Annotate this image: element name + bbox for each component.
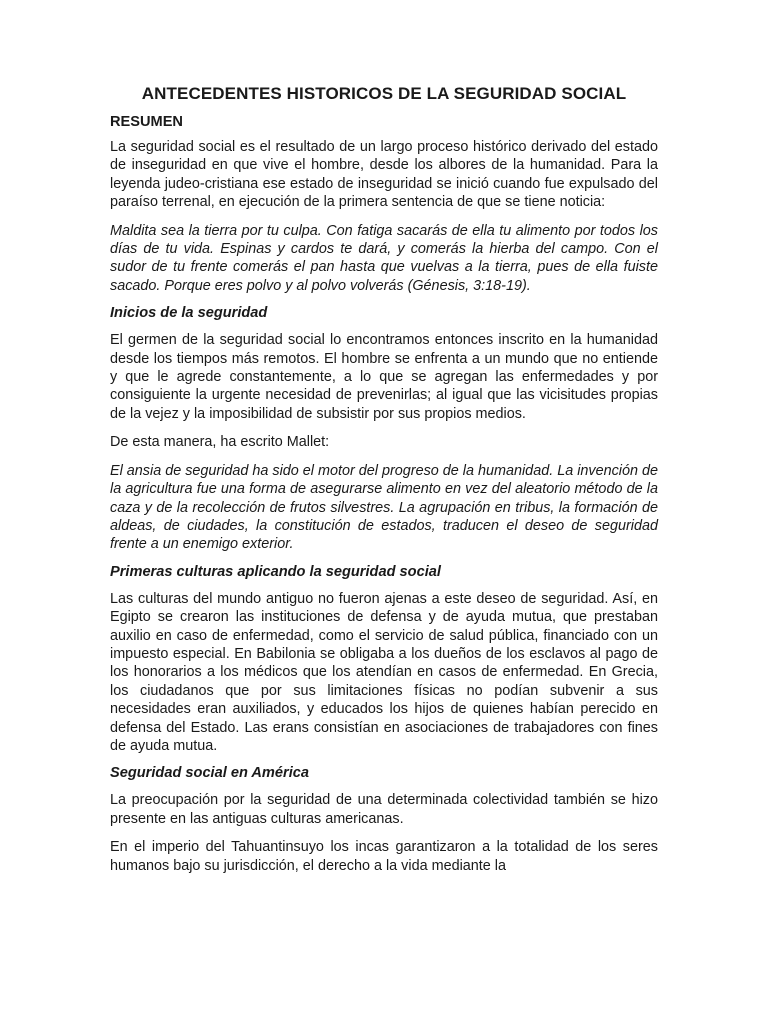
paragraph: En el imperio del Tahuantinsuyo los incas garantizaron a la totalidad de los seres humanos bajo su jurisdicción, el derecho a la vida mediante la: [110, 839, 658, 874]
quote-mallet: El ansia de seguridad ha sido el motor del progreso de la humanidad. La invención de la agricultura fue una forma de asegurarse alimento en vez del aleatorio método de la caza y de la recolección de frutos silvestres. La agrupación en tribus, la formación de aldeas, de ciudades, la constitución de estados, traducen el deseo de seguridad frente a un enemigo exterior.: [110, 462, 659, 553]
paragraph: De esta manera, ha escrito Mallet:: [110, 434, 330, 451]
section-heading-inicios: Inicios de la seguridad: [110, 305, 268, 322]
page-title: ANTECEDENTES HISTORICOS DE LA SEGURIDAD SOCIAL: [141, 84, 627, 103]
paragraph: La seguridad social es el resultado de un largo proceso histórico derivado del estado de inseguridad en que vive el hombre, desde los albores de la humanidad. Para la leyenda judeo-cristiana ese estado de inseguridad se inició cuando fue expulsado del paraíso terrenal, en ejecución de la primera sentencia de que se tiene noticia:: [110, 139, 658, 211]
quote-genesis: Maldita sea la tierra por tu culpa. Con fatiga sacarás de ella tu alimento por todos los días de tu vida. Espinas y cardos te dará, y comerás la hierba del campo. Con el sudor de tu frente comerás el pan hasta que vuelvas a la tierra, pues de ella fuiste sacado. Porque eres polvo y al polvo volverás (Génesis, 3:18-19).: [110, 222, 658, 294]
paragraph: La preocupación por la seguridad de una determinada colectividad también se hizo presente en las antiguas culturas americanas.: [110, 792, 658, 827]
section-heading-resumen: RESUMEN: [110, 114, 183, 130]
paragraph: Las culturas del mundo antiguo no fueron ajenas a este deseo de seguridad. Así, en Egipto se crearon las instituciones de defensa y de ayuda mutua, que prestaban auxilio en caso de enfermedad, como el servicio de salud pública, financiado con un impuesto especial. En Babilonia se obligaba a los dueños de los esclavos al pago de los honorarios a los médicos que los atendían en casos de enfermedad. En Grecia, los ciudadanos que por sus limitaciones físicas no podían subvenir a sus necesidades eran auxiliados, y educados los hijos de quienes habían perecido en defensa del Estado. Las erans consistían en asociaciones de trabajadores con fines de ayuda mutua.: [110, 590, 658, 754]
section-heading-america: Seguridad social en América: [110, 765, 309, 782]
paragraph: El germen de la seguridad social lo encontramos entonces inscrito en la humanidad desde los tiempos más remotos. El hombre se enfrenta a un mundo que no entiende y que le agrede constantemente, a lo que se agregan las enfermedades y por consiguiente la urgente necesidad de prevenirlas; al igual que las vicisitudes propias de la vejez y la imposibilidad de subsistir por sus propios medios.: [110, 332, 658, 422]
section-heading-primeras-culturas: Primeras culturas aplicando la seguridad social: [110, 563, 441, 580]
